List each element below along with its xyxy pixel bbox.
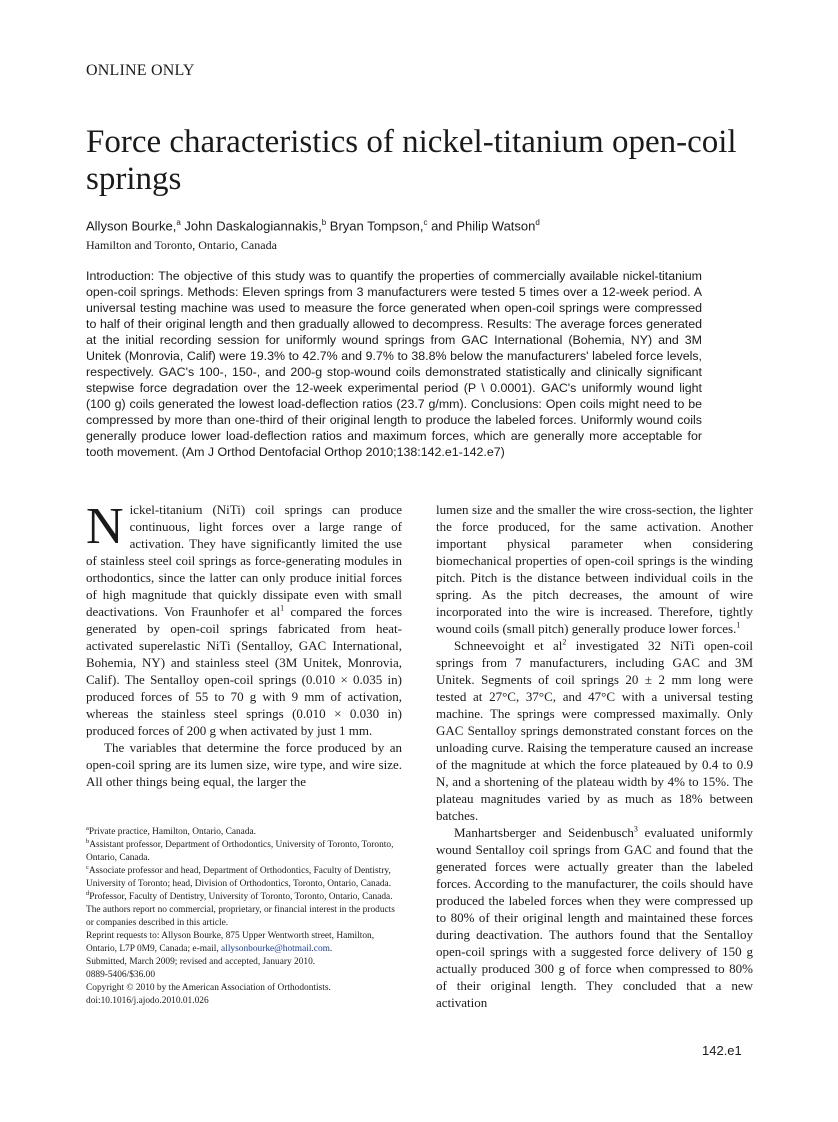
body-paragraph bbox=[86, 498, 403, 739]
citation-ref[interactable]: 3 bbox=[633, 824, 638, 834]
submission-dates: Submitted, March 2009; revised and accepted, January 2010. bbox=[86, 957, 316, 967]
footnote-marker: b bbox=[86, 837, 90, 845]
footnote-d bbox=[86, 891, 402, 904]
page-number: 142.e1 bbox=[702, 1043, 742, 1058]
citation-ref[interactable]: 1 bbox=[280, 603, 285, 613]
footnote-text: Assistant professor, Department of Orthodontics, University of Toronto, Toronto, Ontario, Canada. bbox=[86, 840, 394, 863]
author-name: Allyson Bourke, bbox=[86, 218, 177, 234]
citation-ref[interactable]: 2 bbox=[562, 637, 567, 647]
author-list bbox=[86, 218, 540, 233]
footnote-marker: a bbox=[86, 824, 89, 832]
paragraph-text: compared the forces generated by open-coil springs fabricated from heat-activated superelastic NiTi (Sentalloy, GAC International, Bohemia, NY) and stainless steel (3M Unitek, Monrovia, Calif). The Sentalloy open-coil springs (0.010 × 0.035 in) produced forces of 55 to 70 g with 9 mm of activation, whereas the stainless steel springs (0.010 × 0.030 in) produced forces of 200 g when activated by just 1 mm. bbox=[86, 604, 403, 738]
footnote-c bbox=[86, 865, 402, 891]
article-title: Force characteristics of nickel-titanium open-coil springs bbox=[86, 124, 737, 197]
issn: 0889-5406/$36.00 bbox=[86, 970, 156, 980]
abstract: Introduction: The objective of this study was to quantify the properties of commercially available nickel-titanium open-coil springs. Methods: Eleven springs from 3 manufacturers were tested 5 times over a 12-week period. A universal testing machine was used to measure the force generated when open-coil springs were compressed to half of their original length and then gradually allowed to decompress. Results: The average forces generated at the initial recording session for uniformly wound springs from GAC International (Bohemia, NY) and 3M Unitek (Monrovia, Calif) were 19.3% to 42.7% and 9.7% to 38.8% below the manufacturers' labeled force levels, respectively. GAC's 100-, 150-, and 200-g stop-wound coils demonstrated statistically and clinically significant stepwise force degradation over the 12-week experimental period (P \ 0.0001). GAC's uniformly wound light (100 g) coils generated the lowest load-deflection ratios (23.7 g/mm). Conclusions: Open coils might need to be compressed by more than one-third of their original length to produce the labeled forces. Uniformly wound coils generally produce lower load-deflection ratios and maximum forces, which are generally more acceptable for tooth movement. (Am J Orthod Dentofacial Orthop 2010;138:142.e1-142.e7) bbox=[86, 269, 702, 459]
footnote-text: Professor, Faculty of Dentistry, University of Toronto, Toronto, Ontario, Canada. bbox=[89, 892, 393, 902]
body-column-left bbox=[86, 498, 403, 790]
body-paragraph bbox=[436, 501, 753, 637]
body-paragraph bbox=[436, 824, 753, 1011]
body-column-right bbox=[436, 501, 753, 1011]
paragraph-text: Schneevoight et al bbox=[454, 638, 563, 653]
paragraph-text: investigated 32 NiTi open-coil springs from 7 manufacturers, including GAC and 3M Unitek. Segments of coil springs 20 ± 2 mm long were tested at 27°C, 37°C, and 47°C with a universal testing machine. The springs were compressed maximally. Only GAC Sentalloy springs demonstrated constant forces on the unloading curve. Raising the temperature caused an increase of the magnitude at which the force plateaued by 0.4 to 0.9 N, and a shortening of the plateau width by 4% to 15%. The plateau magnitudes varied by as much as 18% between batches. bbox=[436, 638, 753, 823]
author-name: and Philip Watson bbox=[427, 218, 536, 234]
reprint-text: Reprint requests to: Allyson Bourke, 875 Upper Wentworth street, Hamilton, Ontario, L7P 0M9, Canada; e-mail, bbox=[86, 931, 375, 954]
author-affiliation-marker: c bbox=[423, 218, 428, 227]
paragraph-text: evaluated uniformly wound Sentalloy coil springs from GAC and found that the generated forces were actually greater than the labeled forces. According to the manufacturer, the coils should have produced the labeled forces when they were compressed up to 80% of their original length and maintained these forces during deactivation. The authors found that the Sentalloy open-coil springs with a suggested force delivery of 150 g actually produced 300 g of force when compressed to 80% of their original length. They concluded that a new activation bbox=[436, 825, 753, 1010]
footnote-marker: d bbox=[86, 889, 90, 897]
author-affiliation-marker: b bbox=[321, 218, 327, 227]
author-name: John Daskalogiannakis, bbox=[180, 218, 322, 234]
affiliation: Hamilton and Toronto, Ontario, Canada bbox=[86, 238, 277, 252]
footnote-text: Private practice, Hamilton, Ontario, Canada. bbox=[88, 827, 257, 837]
body-paragraph: The variables that determine the force produced by an open-coil spring are its lumen size, wire type, and wire size. All other things being equal, the larger the bbox=[86, 740, 402, 789]
paragraph-text: ickel-titanium (NiTi) coil springs can produce continuous, light forces over a large range of activation. They have significantly limited the use of stainless steel coil springs as force-generating modules in orthodontics, since the latter can only produce initial forces of high magnitude that quickly dissipate even with small deactivations. Von Fraunhofer et al bbox=[86, 502, 402, 619]
disclosure-note: The authors report no commercial, proprietary, or financial interest in the products or companies described in this article. bbox=[86, 905, 395, 928]
paragraph-text: lumen size and the smaller the wire cross-section, the lighter the force produced, for the same activation. Another important physical parameter when considering biomechanical properties of open-coil springs is the winding pitch. Pitch is the distance between individual coils in the spring. As the pitch decreases, the amount of wire incorporated into the wire is increased. Therefore, tightly wound coils (small pitch) generally produce lower forces. bbox=[436, 502, 753, 636]
author-affiliation-marker: d bbox=[535, 218, 540, 227]
footnote-marker: c bbox=[86, 863, 89, 871]
body-paragraph bbox=[436, 637, 753, 824]
footnote-b bbox=[86, 839, 402, 865]
author-name: Bryan Tompson, bbox=[326, 218, 424, 234]
doi[interactable]: doi:10.1016/j.ajodo.2010.01.026 bbox=[86, 996, 209, 1006]
footnotes bbox=[86, 826, 402, 1008]
section-label: ONLINE ONLY bbox=[86, 62, 195, 79]
paragraph-text: Manhartsberger and Seidenbusch bbox=[454, 825, 634, 840]
author-affiliation-marker: a bbox=[176, 218, 181, 227]
email-link[interactable]: allysonbourke@hotmail.com bbox=[221, 944, 330, 954]
reprint-note bbox=[86, 930, 402, 956]
footnote-text: Associate professor and head, Department of Orthodontics, Faculty of Dentistry, University of Toronto; head, Division of Orthodontics, Toronto, Ontario, Canada. bbox=[86, 866, 392, 889]
footnote-a bbox=[86, 826, 402, 839]
drop-cap: N bbox=[86, 498, 124, 555]
citation-ref[interactable]: 1 bbox=[736, 620, 741, 630]
reprint-text: . bbox=[329, 944, 333, 954]
copyright-notice: Copyright © 2010 by the American Association of Orthodontists. bbox=[86, 983, 331, 993]
